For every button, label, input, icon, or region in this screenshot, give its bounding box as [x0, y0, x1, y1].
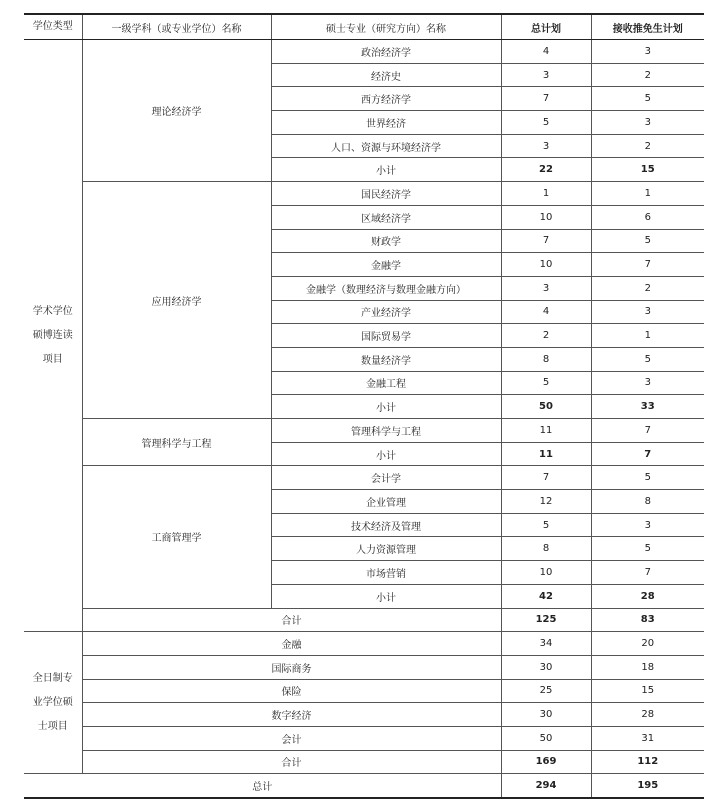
subtotal-exempt-value: 15 [591, 158, 704, 182]
table-row [24, 466, 704, 490]
exempt-plan-value: 5 [591, 466, 704, 490]
total-plan-value: 4 [501, 40, 591, 64]
academic-degree-label-line: 硕博连读 [32, 329, 73, 341]
header-degree-type: 学位类型 [24, 14, 82, 40]
total-plan-value: 3 [501, 134, 591, 158]
exempt-plan-value: 31 [591, 726, 704, 750]
exempt-plan-value: 8 [591, 490, 704, 514]
total-plan-value: 25 [501, 679, 591, 703]
discipline-name: 管理科学与工程 [82, 419, 271, 466]
exempt-plan-value: 2 [591, 63, 704, 87]
subtotal-total-value: 50 [501, 395, 591, 419]
total-plan-value: 8 [501, 537, 591, 561]
major-name: 企业管理 [271, 490, 501, 514]
professional-degree-name: 数字经济 [82, 703, 501, 727]
professional-degree-label-line: 士项目 [37, 720, 68, 732]
grand-total-label: 总计 [24, 774, 501, 798]
header-total-plan: 总计划 [501, 14, 591, 40]
exempt-plan-value: 3 [591, 300, 704, 324]
major-name: 经济史 [271, 63, 501, 87]
major-name: 市场营销 [271, 561, 501, 585]
exempt-plan-value: 1 [591, 324, 704, 348]
grand-total-total: 294 [501, 774, 591, 798]
professional-sum-row [24, 750, 704, 774]
professional-degree-name: 金融 [82, 632, 501, 656]
exempt-plan-value: 6 [591, 205, 704, 229]
exempt-plan-value: 5 [591, 87, 704, 111]
exempt-plan-value: 18 [591, 655, 704, 679]
total-plan-value: 34 [501, 632, 591, 656]
table-row [24, 726, 704, 750]
academic-sum-label: 合计 [82, 608, 501, 632]
major-name: 金融工程 [271, 371, 501, 395]
major-name: 人口、资源与环境经济学 [271, 134, 501, 158]
table-row [24, 679, 704, 703]
academic-sum-row [24, 608, 704, 632]
total-plan-value: 7 [501, 87, 591, 111]
major-name: 人力资源管理 [271, 537, 501, 561]
major-name: 国民经济学 [271, 182, 501, 206]
exempt-plan-value: 7 [591, 561, 704, 585]
major-name: 西方经济学 [271, 87, 501, 111]
total-plan-value: 10 [501, 253, 591, 277]
grand-total-row [24, 774, 704, 798]
exempt-plan-value: 7 [591, 419, 704, 443]
major-name: 区域经济学 [271, 205, 501, 229]
header-row [24, 14, 704, 40]
exempt-plan-value: 3 [591, 371, 704, 395]
exempt-plan-value: 3 [591, 513, 704, 537]
subtotal-label: 小计 [271, 584, 501, 608]
total-plan-value: 50 [501, 726, 591, 750]
exempt-plan-value: 20 [591, 632, 704, 656]
subtotal-exempt-value: 33 [591, 395, 704, 419]
total-plan-value: 10 [501, 205, 591, 229]
total-plan-value: 30 [501, 655, 591, 679]
exempt-plan-value: 2 [591, 134, 704, 158]
header-major: 硕士专业（研究方向）名称 [271, 14, 501, 40]
subtotal-total-value: 22 [501, 158, 591, 182]
academic-degree-label [24, 40, 82, 632]
subtotal-label: 小计 [271, 158, 501, 182]
professional-degree-label [24, 632, 82, 774]
table-row [24, 182, 704, 206]
header-exempt-plan: 接收推免生计划 [591, 14, 704, 40]
total-plan-value: 3 [501, 276, 591, 300]
plan-table-wrapper [24, 13, 704, 799]
professional-degree-label-line: 全日制专 [32, 672, 73, 684]
exempt-plan-value: 15 [591, 679, 704, 703]
discipline-name: 工商管理学 [82, 466, 271, 608]
exempt-plan-value: 3 [591, 111, 704, 135]
exempt-plan-value: 5 [591, 347, 704, 371]
table-row [24, 40, 704, 64]
total-plan-value: 30 [501, 703, 591, 727]
professional-degree-name: 保险 [82, 679, 501, 703]
professional-degree-name: 会计 [82, 726, 501, 750]
academic-sum-total: 125 [501, 608, 591, 632]
total-plan-value: 5 [501, 371, 591, 395]
table-row [24, 632, 704, 656]
exempt-plan-value: 7 [591, 253, 704, 277]
major-name: 产业经济学 [271, 300, 501, 324]
table-row [24, 655, 704, 679]
total-plan-value: 11 [501, 419, 591, 443]
major-name: 国际贸易学 [271, 324, 501, 348]
exempt-plan-value: 1 [591, 182, 704, 206]
total-plan-value: 7 [501, 229, 591, 253]
major-name: 世界经济 [271, 111, 501, 135]
major-name: 政治经济学 [271, 40, 501, 64]
major-name: 管理科学与工程 [271, 419, 501, 443]
major-name: 财政学 [271, 229, 501, 253]
table-row [24, 703, 704, 727]
grand-total-exempt: 195 [591, 774, 704, 798]
subtotal-label: 小计 [271, 395, 501, 419]
exempt-plan-value: 5 [591, 537, 704, 561]
professional-sum-total: 169 [501, 750, 591, 774]
professional-sum-label: 合计 [82, 750, 501, 774]
professional-degree-name: 国际商务 [82, 655, 501, 679]
enrollment-plan-table [24, 13, 704, 799]
total-plan-value: 3 [501, 63, 591, 87]
discipline-name: 理论经济学 [82, 40, 271, 182]
subtotal-exempt-value: 7 [591, 442, 704, 466]
header-discipline: 一级学科（或专业学位）名称 [82, 14, 271, 40]
academic-degree-label-line: 项目 [42, 353, 63, 365]
total-plan-value: 1 [501, 182, 591, 206]
major-name: 技术经济及管理 [271, 513, 501, 537]
total-plan-value: 8 [501, 347, 591, 371]
major-name: 金融学 [271, 253, 501, 277]
major-name: 金融学（数理经济与数理金融方向） [271, 276, 501, 300]
major-name: 数量经济学 [271, 347, 501, 371]
exempt-plan-value: 5 [591, 229, 704, 253]
professional-sum-exempt: 112 [591, 750, 704, 774]
total-plan-value: 2 [501, 324, 591, 348]
major-name: 会计学 [271, 466, 501, 490]
professional-degree-label-line: 业学位硕 [32, 696, 73, 708]
total-plan-value: 4 [501, 300, 591, 324]
subtotal-total-value: 11 [501, 442, 591, 466]
total-plan-value: 12 [501, 490, 591, 514]
total-plan-value: 5 [501, 513, 591, 537]
subtotal-exempt-value: 28 [591, 584, 704, 608]
academic-degree-label-line: 学术学位 [32, 305, 73, 317]
subtotal-label: 小计 [271, 442, 501, 466]
discipline-name: 应用经济学 [82, 182, 271, 419]
exempt-plan-value: 3 [591, 40, 704, 64]
exempt-plan-value: 28 [591, 703, 704, 727]
total-plan-value: 5 [501, 111, 591, 135]
exempt-plan-value: 2 [591, 276, 704, 300]
table-body [24, 40, 704, 798]
subtotal-total-value: 42 [501, 584, 591, 608]
total-plan-value: 10 [501, 561, 591, 585]
total-plan-value: 7 [501, 466, 591, 490]
academic-sum-exempt: 83 [591, 608, 704, 632]
table-row [24, 419, 704, 443]
